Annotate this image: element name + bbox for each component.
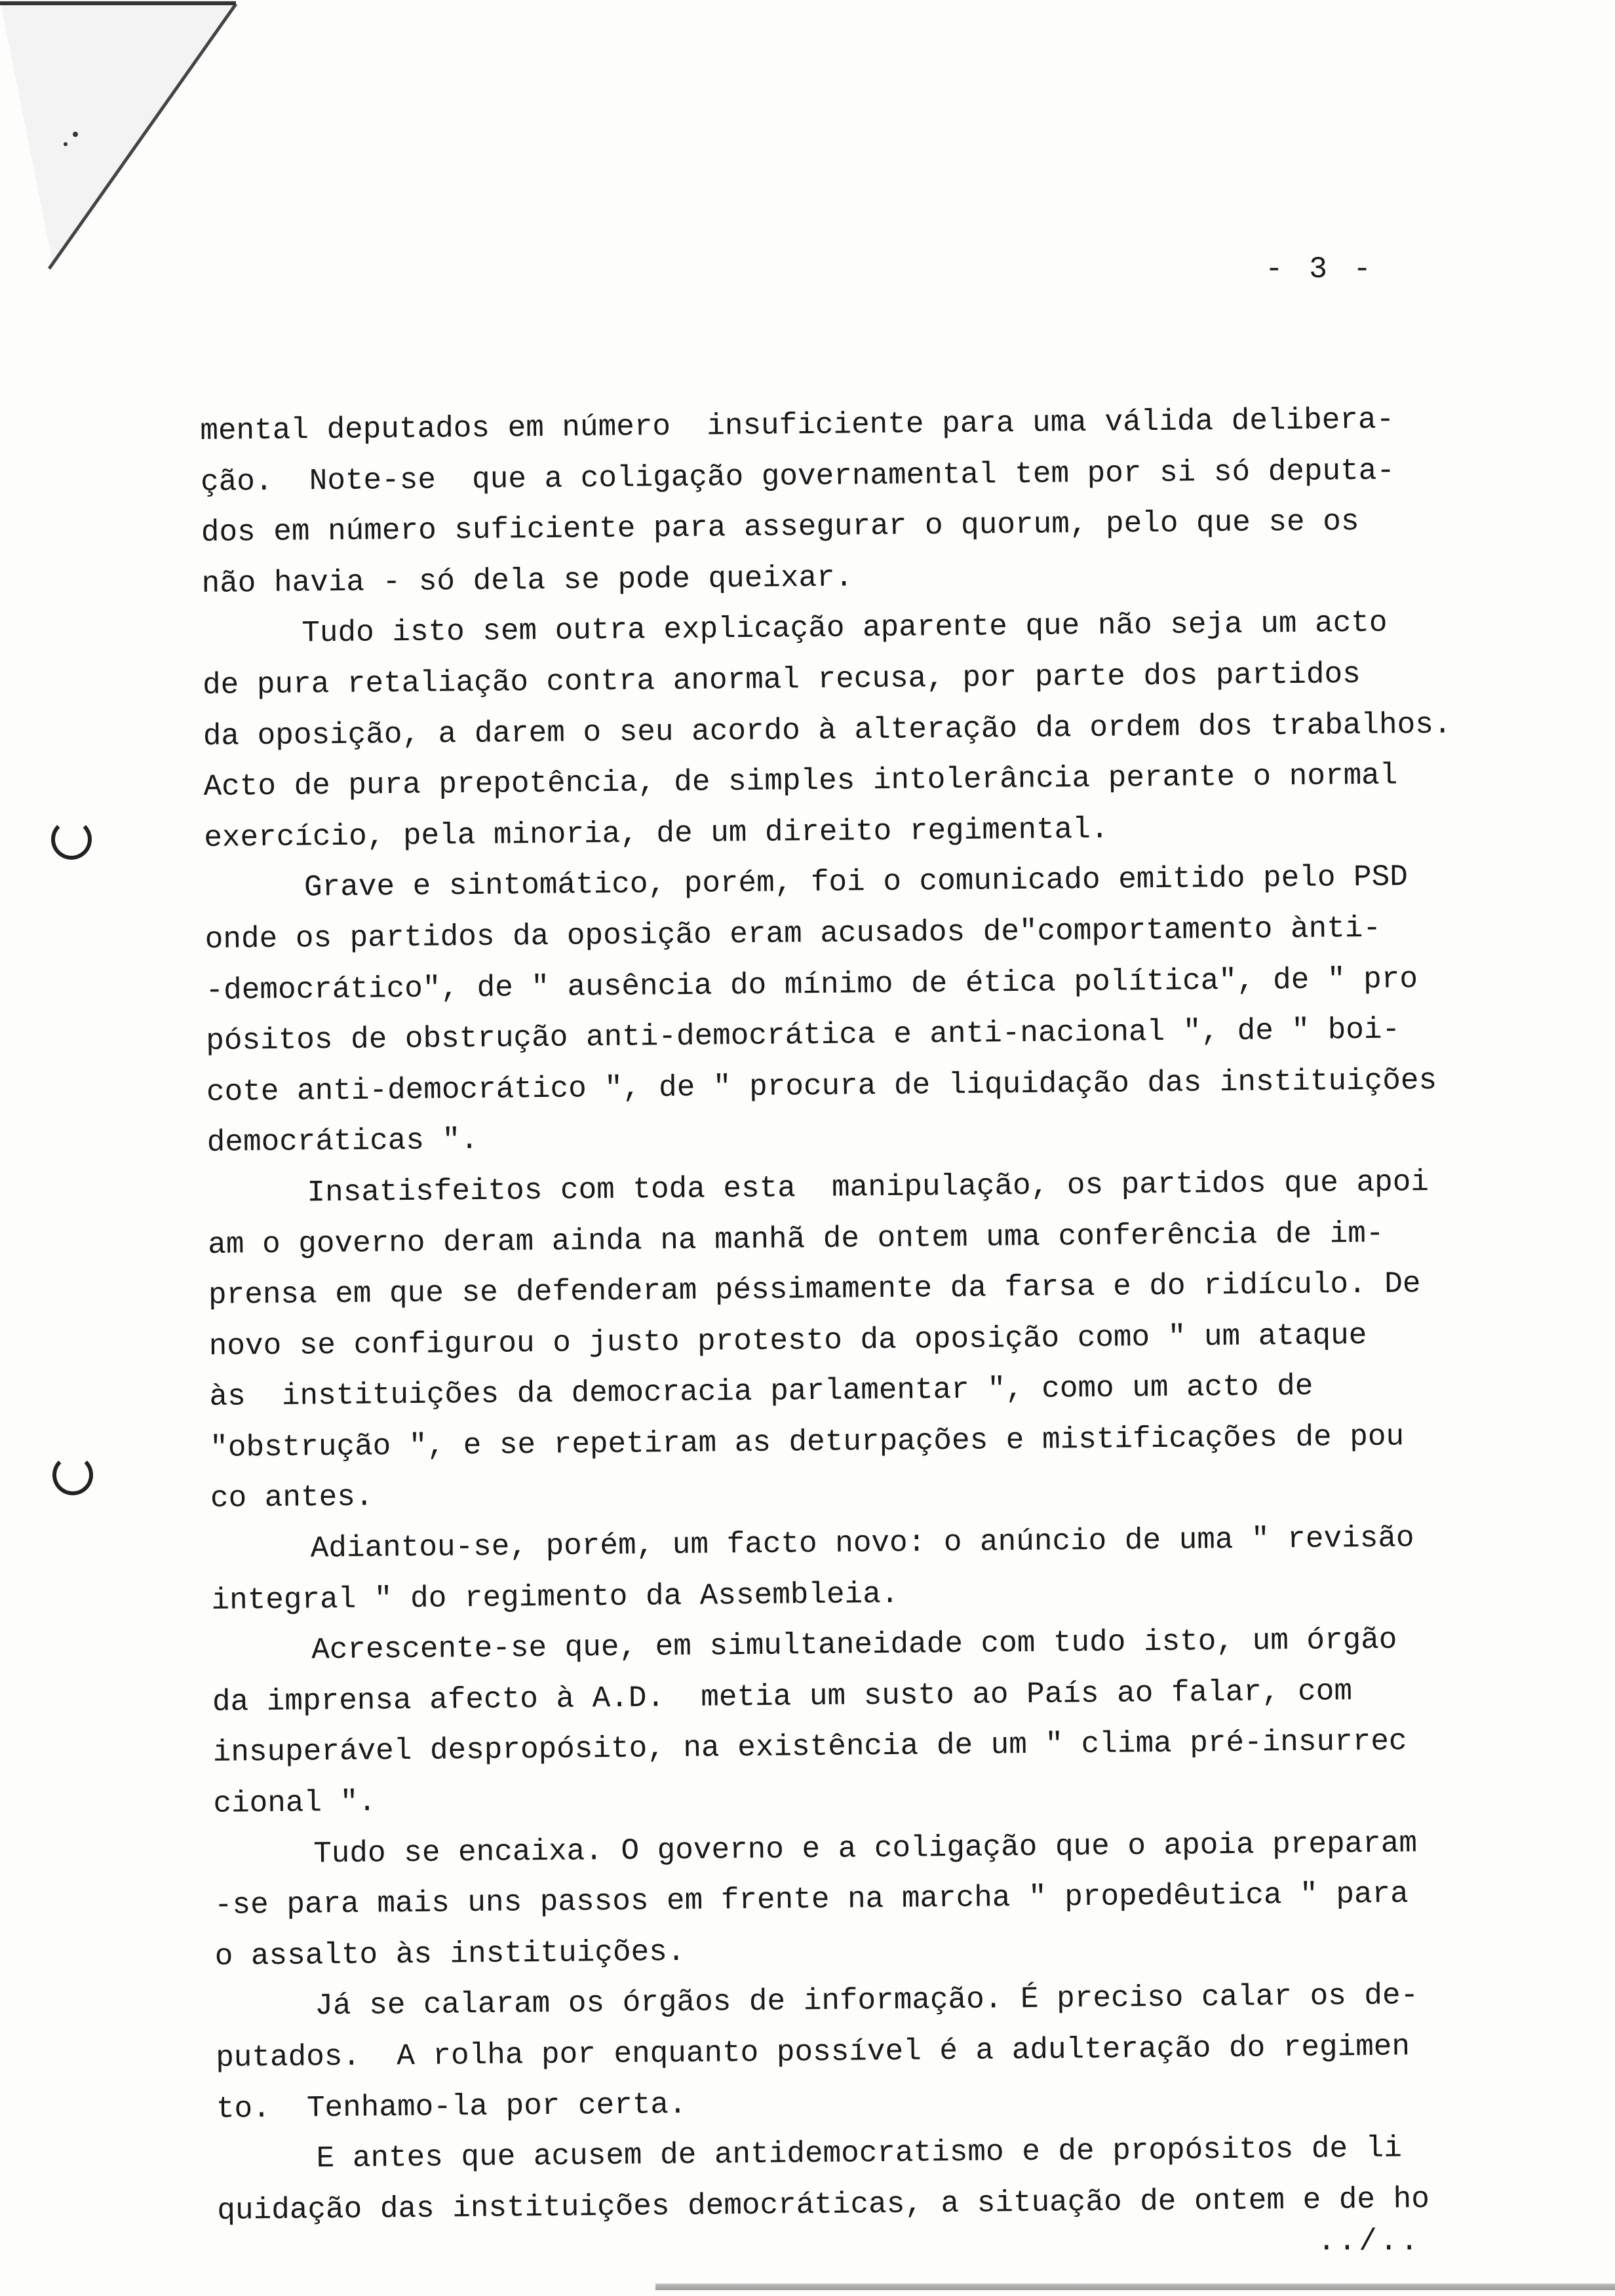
- page-number: - 3 -: [1265, 252, 1376, 286]
- text-line: Tudo isto sem outra explicação aparente que não seja um acto: [302, 606, 1388, 651]
- text-line: cote anti-democrático ", de " procura de liquidação das instituições: [206, 1063, 1437, 1109]
- text-line: -democrático", de " ausência do mínimo de ética política", de " pro: [205, 961, 1418, 1008]
- text-line: onde os partidos da oposição eram acusados de"comportamento ànti-: [204, 911, 1382, 957]
- text-line: mental deputados em número insuficiente para uma válida delibera-: [200, 402, 1395, 448]
- text-line: Acrescente-se que, em simultaneidade com tudo isto, um órgão: [311, 1622, 1397, 1668]
- text-line: ção. Note-se que a coligação governamental tem por si só deputa-: [200, 453, 1395, 499]
- text-line: prensa em que se defenderam péssimamente da farsa e do ridículo. De: [208, 1267, 1421, 1313]
- text-line: insuperável despropósito, na existência de um " clima pré-insurrec: [212, 1724, 1407, 1770]
- text-line: -se para mais uns passos em frente na marcha " propedêutica " para: [214, 1877, 1409, 1923]
- text-line: cional ".: [213, 1785, 377, 1821]
- text-line: pósitos de obstrução anti-democrática e anti-nacional ", de " boi-: [206, 1012, 1401, 1059]
- body-text: [200, 393, 1568, 2236]
- text-line: Adiantou-se, porém, um facto novo: o anúncio de uma " revisão: [310, 1521, 1414, 1566]
- scan-bottom-edge: [655, 2284, 1615, 2290]
- text-line: às instituições da democracia parlamentar ", como um acto de: [209, 1369, 1313, 1415]
- text-line: Grave e sintomático, porém, foi o comunicado emitido pelo PSD: [303, 860, 1409, 905]
- text-line: to. Tenhamo-la por certa.: [216, 2087, 687, 2126]
- text-line: Insatisfeitos com toda esta manipulação, os partidos que apoi: [307, 1164, 1430, 1210]
- text-line: novo se configurou o justo protesto da oposição como " um ataque: [208, 1318, 1367, 1364]
- text-line: de pura retaliação contra anormal recusa, por parte dos partidos: [202, 657, 1361, 702]
- text-line: da oposição, a darem o seu acordo à alteração da ordem dos trabalhos.: [203, 707, 1452, 754]
- text-line: exercício, pela minoria, de um direito regimental.: [204, 812, 1109, 855]
- punch-hole-mark: [52, 1455, 93, 1495]
- text-line: o assalto às instituições.: [214, 1934, 686, 1974]
- text-line: não havia - só dela se pode queixar.: [201, 560, 853, 601]
- folded-corner-mark: [0, 0, 302, 288]
- text-line: Tudo se encaixa. O governo e a coligação que o apoia preparam: [313, 1826, 1418, 1871]
- text-line: Já se calaram os órgãos de informação. É preciso calar os de-: [315, 1978, 1419, 2023]
- text-line: am o governo deram ainda na manhã de ontem uma conferência de im-: [208, 1216, 1384, 1262]
- text-line: E antes que acusem de antidemocratismo e de propósitos de li: [316, 2131, 1403, 2176]
- text-line: quidação das instituições democráticas, a situação de ontem e de ho: [217, 2181, 1430, 2228]
- continuation-mark: ../..: [1317, 2225, 1422, 2259]
- text-line: integral " do regimento da Assembleia.: [211, 1577, 899, 1618]
- text-line: dos em número suficiente para assegurar o quorum, pelo que se os: [201, 505, 1359, 550]
- text-line: Acto de pura prepotência, de simples intolerância perante o normal: [203, 758, 1398, 805]
- punch-hole-mark: [51, 819, 92, 860]
- text-line: putados. A rolha por enquanto possível é a adulteração do regimen: [215, 2029, 1411, 2075]
- text-line: da imprensa afecto à A.D. metia um susto ao País ao falar, com: [212, 1674, 1353, 1719]
- text-line: democráticas ".: [206, 1123, 479, 1160]
- text-line: co antes.: [210, 1480, 374, 1516]
- text-line: "obstrução ", e se repetiram as deturpações e mistificações de pou: [210, 1419, 1405, 1465]
